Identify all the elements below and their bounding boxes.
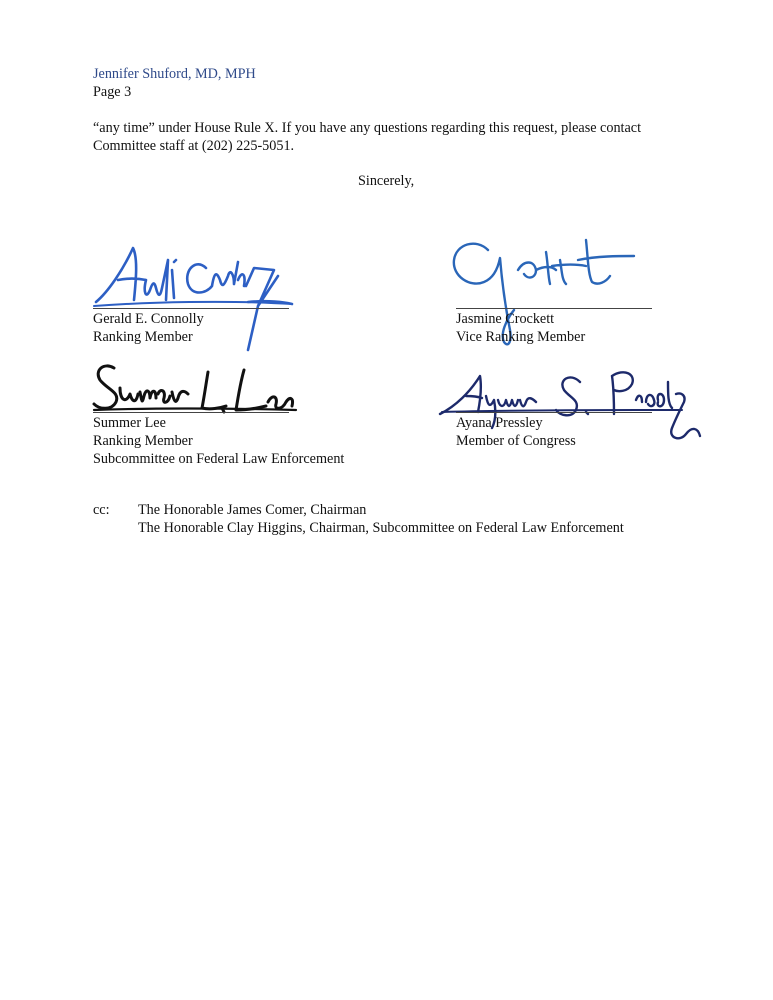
signatory-title-pressley: Member of Congress <box>456 433 576 449</box>
recipient-name: Jennifer Shuford, MD, MPH <box>93 66 256 82</box>
signature-line-crockett <box>456 308 652 309</box>
cc-line-2: The Honorable Clay Higgins, Chairman, Subcommittee on Federal Law Enforcement <box>138 520 624 536</box>
cc-line-1: The Honorable James Comer, Chairman <box>138 502 367 518</box>
signature-line-connolly <box>93 308 289 309</box>
signatory-title-lee: Ranking Member <box>93 433 193 449</box>
signature-line-pressley <box>456 412 652 413</box>
signatory-title-connolly: Ranking Member <box>93 329 193 345</box>
signatory-name-pressley: Ayana Pressley <box>456 415 543 431</box>
body-line-1: “any time” under House Rule X. If you have any questions regarding this request, please contact <box>93 120 642 136</box>
signatory-name-lee: Summer Lee <box>93 415 166 431</box>
signature-lee <box>90 358 300 420</box>
signatory-subtitle-lee: Subcommittee on Federal Law Enforcement <box>93 451 345 467</box>
signatory-title-crockett: Vice Ranking Member <box>456 329 586 345</box>
closing: Sincerely, <box>358 173 415 189</box>
signatory-name-connolly: Gerald E. Connolly <box>93 311 204 327</box>
signature-line-lee <box>93 412 289 413</box>
signatory-name-crockett: Jasmine Crockett <box>456 311 555 327</box>
page-number: Page 3 <box>93 84 132 100</box>
body-line-2: Committee staff at (202) 225-5051. <box>93 138 295 154</box>
cc-label: cc: <box>93 502 110 518</box>
